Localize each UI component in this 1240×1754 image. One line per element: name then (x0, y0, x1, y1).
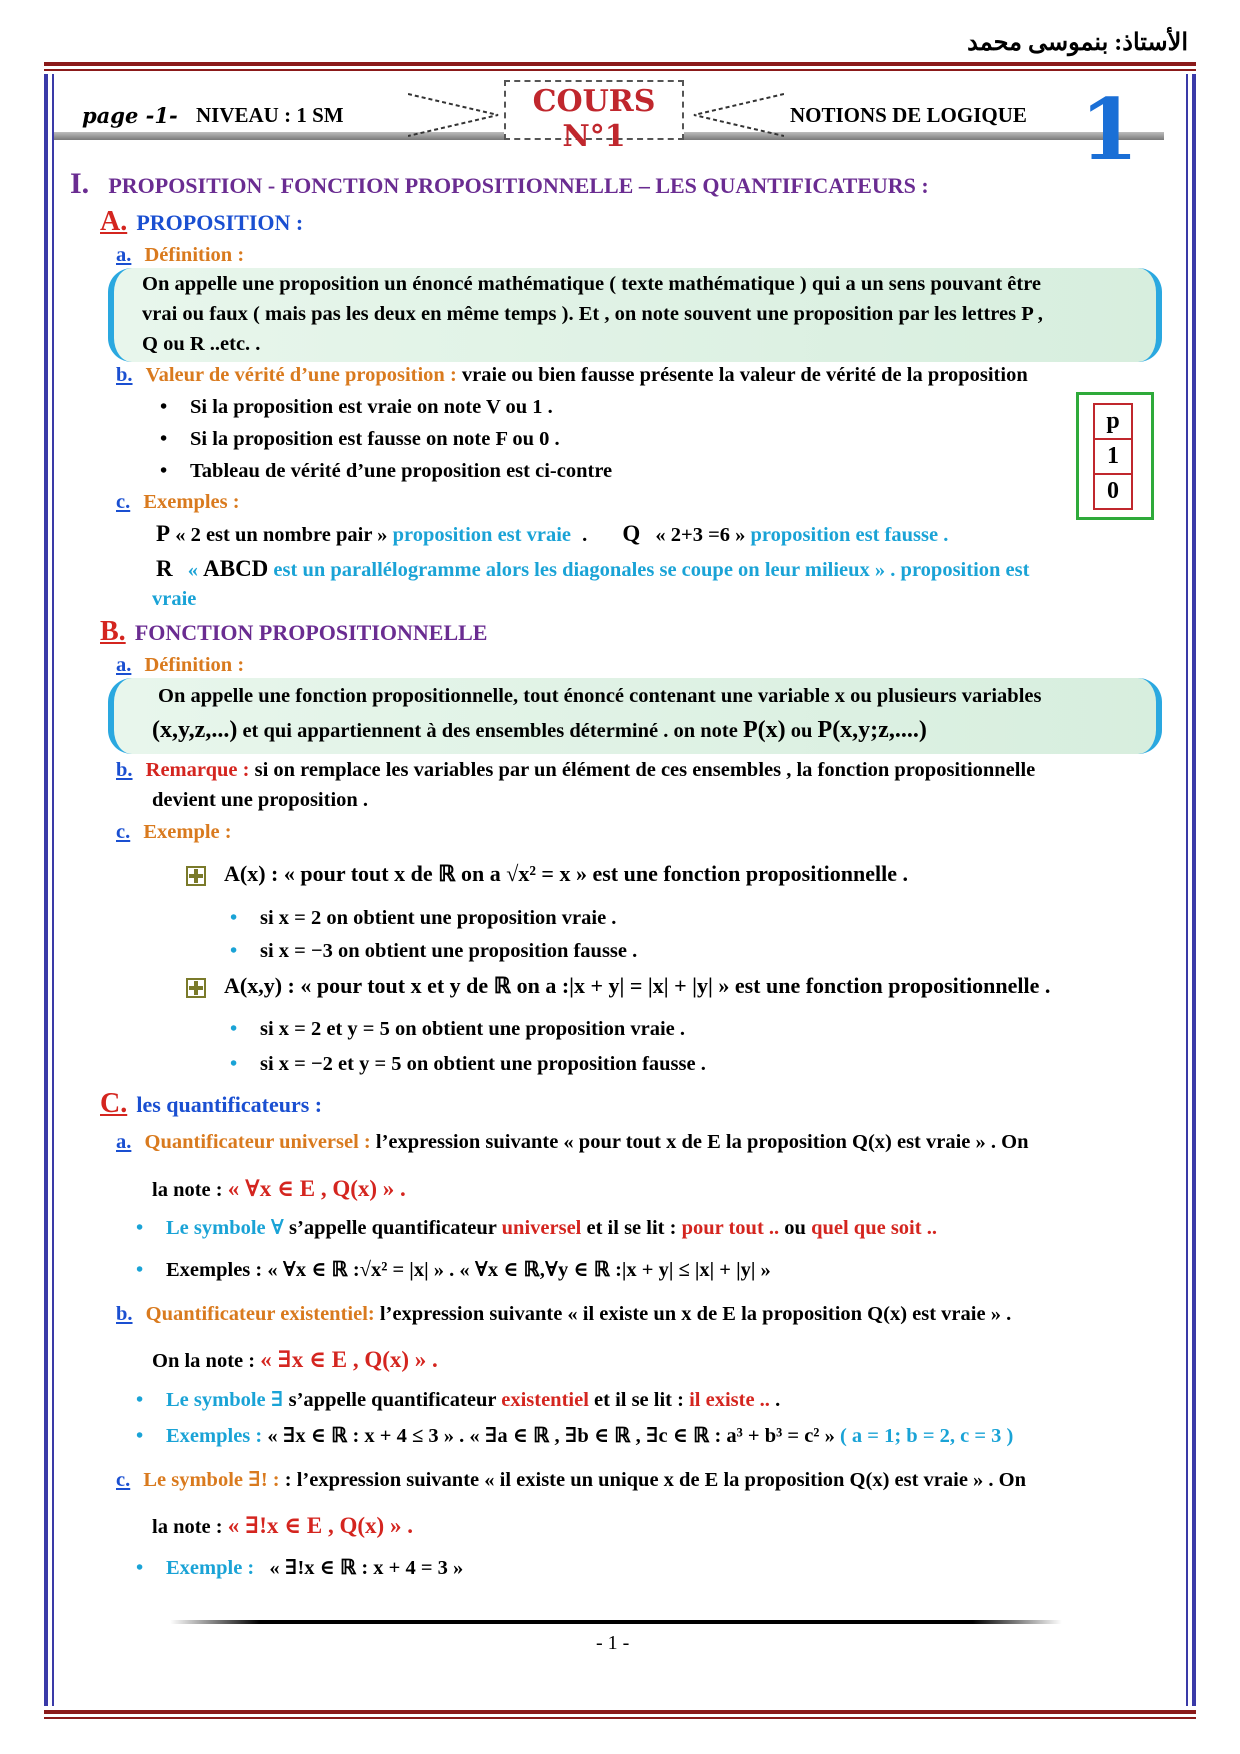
symbol-text: s’appelle quantificateur (283, 1389, 502, 1411)
symbol-term: pour tout .. (681, 1217, 780, 1239)
symbol-text: s’appelle quantificateur (283, 1217, 502, 1239)
prop-figure: ABCD (203, 556, 269, 581)
plus-bullet-icon (186, 978, 206, 998)
C-b-examples (166, 1422, 1013, 1450)
item-text: : l’expression suivante « il existe un unique x de E la proposition Q(x) est vraie » . On (284, 1469, 1027, 1491)
footer-rule (170, 1620, 1062, 1624)
example-P (156, 520, 948, 549)
def-line: vrai ou faux ( mais pas les deux en même temps ). Et , on note souvent une proposition par les lettres P , (142, 303, 1043, 325)
section-I-heading (70, 167, 929, 201)
examples-solution: ( a = 1; b = 2, c = 3 ) (839, 1425, 1014, 1447)
item-title: Valeur de vérité d’une proposition : (145, 364, 457, 386)
subsection-C-heading (100, 1090, 322, 1120)
niveau-label: NIVEAU : 1 SM (196, 103, 344, 127)
item-label: a. (116, 1131, 132, 1153)
C-b-note (152, 1346, 438, 1375)
prop-end: . (582, 524, 588, 546)
C-c-line (116, 1466, 1026, 1494)
list-item: • si x = 2 on obtient une proposition vraie . (260, 904, 616, 932)
B-a-heading (116, 651, 244, 679)
truth-cell: 1 (1094, 439, 1132, 474)
truth-cell: p (1094, 404, 1132, 439)
bottom-rule (44, 1710, 1196, 1714)
item-label: b. (116, 759, 133, 781)
math-expr: P(x,y;z,....) (817, 717, 927, 743)
list-item: • si x = 2 et y = 5 on obtient une proposition vraie . (260, 1015, 685, 1043)
example-2 (186, 972, 1050, 1000)
truth-table (1076, 392, 1154, 520)
example-text: A(x) : « pour tout x de ℝ on a √x² = x » est une fonction propositionnelle . (224, 861, 909, 886)
math-expr: P(x) (742, 717, 786, 743)
A-b-line (116, 361, 1028, 389)
section-I-title: PROPOSITION - FONCTION PROPOSITIONNELLE – LES QUANTIFICATEURS : (108, 173, 929, 198)
letter-label: A. (100, 206, 128, 237)
C-a-line (116, 1128, 1029, 1156)
def-line: On appelle une fonction propositionnelle, tout énoncé contenant une variable x ou plusieurs variables (158, 685, 1042, 707)
prop-letter: Q (622, 521, 641, 546)
item-title: Définition : (144, 244, 245, 266)
prop-letter: R (156, 556, 173, 581)
symbol-label: Le symbole ∃ (166, 1389, 284, 1411)
B-c-heading (116, 818, 232, 846)
prop-letter: P (156, 521, 171, 546)
top-rule (44, 62, 1196, 66)
left-chevron-icon (408, 92, 504, 138)
item-text: vraie ou bien fausse présente la valeur de vérité de la proposition (461, 364, 1028, 386)
subsection-title: les quantificateurs : (136, 1092, 323, 1117)
subsection-A-heading (100, 208, 303, 238)
item-label: c. (116, 491, 131, 513)
roman-numeral: I. (70, 167, 90, 200)
symbol-text: et il se lit : (581, 1217, 682, 1239)
cours-title: COURS N°1 (532, 84, 656, 154)
list-item: • Si la proposition est fausse on note F ou 0 . (190, 425, 560, 453)
symbol-label: Le symbole ∀ (166, 1217, 284, 1239)
math-vars: (x,y,z,...) (152, 717, 238, 743)
bottom-rule-thin (44, 1717, 1196, 1719)
item-label: b. (116, 364, 133, 386)
item-text: l’expression suivante « pour tout x de E la proposition Q(x) est vraie » . On (375, 1131, 1029, 1153)
C-c-note (152, 1512, 413, 1541)
A-a-heading (116, 241, 244, 269)
item-title: Remarque : (145, 759, 250, 781)
item-label: a. (116, 654, 132, 676)
list-item: • si x = −3 on obtient une proposition fausse . (260, 937, 637, 965)
example-text: « ∃!x ∈ ℝ : x + 4 = 3 » (269, 1557, 464, 1579)
right-chevron-icon (688, 92, 784, 138)
subsection-title: FONCTION PROPOSITIONNELLE (134, 620, 488, 645)
prop-verdict: proposition est vraie (392, 524, 571, 546)
item-label: b. (116, 1303, 133, 1325)
A-c-heading (116, 488, 240, 516)
item-title: Le symbole ∃! : (143, 1469, 280, 1491)
subsection-B-heading (100, 618, 487, 648)
C-b-line (116, 1300, 1011, 1328)
def-line: On appelle une proposition un énoncé mathématique ( texte mathématique ) qui a un sens pouvant être (142, 273, 1042, 295)
symbol-term: il existe .. (689, 1389, 770, 1411)
letter-label: B. (100, 616, 126, 647)
examples-text: « ∃x ∈ ℝ : x + 4 ≤ 3 » . « ∃a ∈ ℝ , ∃b ∈ ℝ , ∃c ∈ ℝ : a³ + b³ = c² » (267, 1425, 835, 1447)
note-formula: « ∃x ∈ E , Q(x) » . (260, 1347, 438, 1372)
item-title: Définition : (144, 654, 245, 676)
C-a-note (152, 1175, 406, 1204)
symbol-text: et il se lit : (588, 1389, 690, 1411)
symbol-term: existentiel (501, 1389, 589, 1411)
note-label: la note : (152, 1516, 223, 1538)
list-item: • Si la proposition est vraie on note V ou 1 . (190, 393, 553, 421)
note-label: On la note : (152, 1350, 256, 1372)
page-number: - 1 - (596, 1632, 630, 1654)
example-R (156, 555, 1029, 584)
list-item: • Tableau de vérité d’une proposition est ci-contre (190, 457, 612, 485)
item-text: l’expression suivante « il existe un x de E la proposition Q(x) est vraie » . (379, 1303, 1012, 1325)
C-a-examples: • Exemples : « ∀x ∈ ℝ :√x² = |x| » . « ∀x ∈ ℝ,∀y ∈ ℝ :|x + y| ≤ |x| + |y| » (166, 1256, 771, 1284)
def-line: Q ou R ..etc. . (142, 333, 261, 355)
symbol-term: universel (501, 1217, 582, 1239)
C-b-symbol (166, 1386, 780, 1414)
prop-quote: « (187, 559, 198, 581)
note-formula: « ∃!x ∈ E , Q(x) » . (227, 1513, 413, 1538)
subsection-title: PROPOSITION : (136, 210, 304, 235)
B-b-line (116, 756, 1035, 784)
example-text: A(x,y) : « pour tout x et y de ℝ on a :|x + y| = |x| + |y| » est une fonction propositionnelle . (224, 973, 1051, 998)
def-line (152, 716, 927, 745)
C-a-symbol (166, 1214, 937, 1242)
page-label: page -1- (82, 103, 178, 128)
note-formula: « ∀x ∈ E , Q(x) » . (227, 1176, 406, 1201)
list-item: • si x = −2 et y = 5 on obtient une proposition fausse . (260, 1050, 706, 1078)
prop-text: « 2+3 =6 » (655, 524, 746, 546)
top-rule-thin (44, 69, 1196, 71)
item-title: Exemples : (143, 491, 240, 513)
symbol-text: ou (779, 1217, 812, 1239)
item-title: Quantificateur existentiel: (145, 1303, 375, 1325)
C-c-example (166, 1554, 463, 1582)
B-b-cont: devient une proposition . (152, 789, 369, 811)
symbol-term: quel que soit .. (811, 1217, 937, 1239)
symbol-text: . (769, 1389, 781, 1411)
item-title: Quantificateur universel : (144, 1131, 371, 1153)
truth-cell: 0 (1094, 474, 1132, 509)
example-label: Exemple : (166, 1557, 255, 1579)
course-number-logo: 1 (1080, 80, 1139, 179)
def-text: et qui appartiennent à des ensembles déterminé . on note (237, 720, 743, 742)
item-label: c. (116, 1469, 131, 1491)
author-name: الأستاذ: بنموسى محمد (967, 30, 1188, 56)
item-label: a. (116, 244, 132, 266)
example-R-cont: vraie (152, 588, 197, 610)
prop-text: « 2 est un nombre pair » (175, 524, 388, 546)
note-label: la note : (152, 1179, 223, 1201)
course-title: NOTIONS DE LOGIQUE (790, 103, 1027, 127)
def-text: ou (785, 720, 818, 742)
example-1 (186, 860, 908, 888)
prop-verdict: proposition est fausse . (750, 524, 949, 546)
item-title: Exemple : (143, 821, 232, 843)
item-label: c. (116, 821, 131, 843)
plus-bullet-icon (186, 866, 206, 886)
examples-label: Exemples : (166, 1425, 263, 1447)
item-text: si on remplace les variables par un élément de ces ensembles , la fonction propositionnelle (254, 759, 1036, 781)
prop-text: est un parallélogramme alors les diagonales se coupe on leur milieux » . proposition est (273, 559, 1030, 581)
letter-label: C. (100, 1088, 128, 1119)
